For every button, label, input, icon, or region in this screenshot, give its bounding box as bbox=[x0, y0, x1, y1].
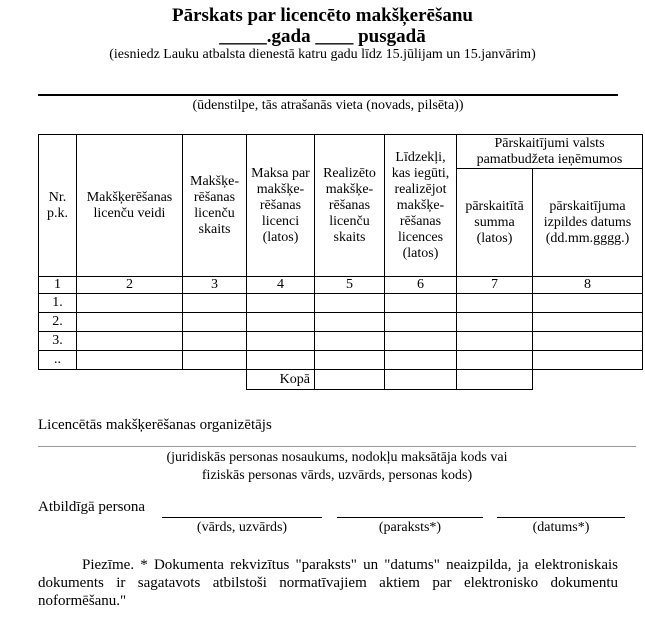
cell-revenue[interactable] bbox=[385, 294, 457, 313]
row-number: .. bbox=[39, 351, 77, 370]
date-caption: (datums*) bbox=[532, 520, 590, 535]
footnote: Piezīme. * Dokumenta rekvizītus "paraksts" un "datums" neaizpilda, ja elektroniskais dokuments ir sagatavots atbilstoši normatīvajiem aktiem par elektronisko dokumentu noformēšanu." bbox=[38, 557, 618, 609]
cell-licence-type[interactable] bbox=[77, 294, 183, 313]
colnum-7: 7 bbox=[457, 277, 533, 294]
total-label: Kopā bbox=[247, 370, 315, 390]
organizer-line[interactable] bbox=[38, 446, 636, 447]
responsible-label: Atbildīgā persona bbox=[38, 499, 146, 515]
cell-sold[interactable] bbox=[315, 313, 385, 332]
name-caption: (vārds, uzvārds) bbox=[196, 520, 288, 535]
year-text: .gada bbox=[266, 26, 316, 47]
cell-revenue[interactable] bbox=[385, 313, 457, 332]
cell-price[interactable] bbox=[247, 332, 315, 351]
cell-price[interactable] bbox=[247, 294, 315, 313]
name-line[interactable] bbox=[162, 517, 322, 518]
cell-transfer-date[interactable] bbox=[533, 294, 643, 313]
half-blank: ____ bbox=[315, 26, 354, 47]
cell-transfer-sum[interactable] bbox=[457, 351, 533, 370]
cell-licence-count[interactable] bbox=[183, 313, 247, 332]
colnum-1: 1 bbox=[39, 277, 77, 294]
header-licence-price: Maksa par makšķe-rēšanas licenci (latos) bbox=[247, 135, 315, 277]
colnum-3: 3 bbox=[183, 277, 247, 294]
cell-transfer-sum[interactable] bbox=[457, 332, 533, 351]
cell-transfer-sum[interactable] bbox=[457, 313, 533, 332]
cell-licence-count[interactable] bbox=[183, 294, 247, 313]
licence-table bbox=[38, 134, 643, 390]
header-nr: Nr. p.k. bbox=[39, 135, 77, 277]
report-subtitle bbox=[0, 27, 645, 47]
table-row bbox=[39, 294, 643, 313]
row-number: 1. bbox=[39, 294, 77, 313]
year-blank: _____ bbox=[219, 26, 267, 47]
water-body-caption: (ūdenstilpe, tās atrašanās vieta (novads, pilsēta)) bbox=[192, 98, 464, 113]
cell-licence-type[interactable] bbox=[77, 313, 183, 332]
header-revenue: Līdzekļi, kas iegūti, realizējot makšķe-rēšanas licences (latos) bbox=[385, 135, 457, 277]
total-row bbox=[39, 370, 643, 390]
cell-licence-count[interactable] bbox=[183, 332, 247, 351]
report-title: Pārskats par licencēto makšķerēšanu bbox=[172, 5, 473, 26]
total-row-end bbox=[533, 370, 643, 390]
cell-transfer-date[interactable] bbox=[533, 351, 643, 370]
colnum-6: 6 bbox=[385, 277, 457, 294]
table-row bbox=[39, 332, 643, 351]
date-line[interactable] bbox=[497, 517, 625, 518]
organizer-label: Licencētās makšķerēšanas organizētājs bbox=[38, 417, 272, 433]
cell-sold[interactable] bbox=[315, 332, 385, 351]
organizer-caption-line1: (juridiskās personas nosaukums, nodokļu maksātāja kods vai bbox=[166, 450, 508, 465]
cell-revenue[interactable] bbox=[385, 351, 457, 370]
header-transfer-date: pārskaitījuma izpildes datums (dd.mm.gggg.) bbox=[533, 169, 643, 277]
header-transfers-group: Pārskaitījumi valsts pamatbudžeta ieņēmumos bbox=[457, 135, 643, 169]
total-sold[interactable] bbox=[315, 370, 385, 390]
cell-sold[interactable] bbox=[315, 294, 385, 313]
header-transfer-sum: pārskaitītā summa (latos) bbox=[457, 169, 533, 277]
water-body-line bbox=[38, 94, 618, 96]
cell-price[interactable] bbox=[247, 313, 315, 332]
colnum-4: 4 bbox=[247, 277, 315, 294]
table-row bbox=[39, 313, 643, 332]
cell-licence-type[interactable] bbox=[77, 351, 183, 370]
row-number: 3. bbox=[39, 332, 77, 351]
cell-transfer-date[interactable] bbox=[533, 332, 643, 351]
cell-licence-type[interactable] bbox=[77, 332, 183, 351]
cell-sold[interactable] bbox=[315, 351, 385, 370]
total-row-blank bbox=[39, 370, 247, 390]
row-number: 2. bbox=[39, 313, 77, 332]
header-licence-types: Makšķerēšanas licenču veidi bbox=[77, 135, 183, 277]
header-licence-count: Makšķe-rēšanas licenču skaits bbox=[183, 135, 247, 277]
half-text: pusgadā bbox=[353, 26, 426, 47]
organizer-caption bbox=[38, 449, 636, 485]
cell-revenue[interactable] bbox=[385, 332, 457, 351]
header-sold-count: Realizēto makšķe-rēšanas licenču skaits bbox=[315, 135, 385, 277]
submission-note: (iesniedz Lauku atbalsta dienestā katru gadu līdz 15.jūlijam un 15.janvārim) bbox=[109, 47, 536, 62]
total-transfer-sum[interactable] bbox=[457, 370, 533, 390]
cell-price[interactable] bbox=[247, 351, 315, 370]
table-row bbox=[39, 351, 643, 370]
cell-transfer-date[interactable] bbox=[533, 313, 643, 332]
cell-transfer-sum[interactable] bbox=[457, 294, 533, 313]
signature-caption: (paraksts*) bbox=[378, 520, 442, 535]
colnum-2: 2 bbox=[77, 277, 183, 294]
signature-line[interactable] bbox=[337, 517, 483, 518]
total-revenue[interactable] bbox=[385, 370, 457, 390]
colnum-8: 8 bbox=[533, 277, 643, 294]
colnum-5: 5 bbox=[315, 277, 385, 294]
organizer-caption-line2: fiziskās personas vārds, uzvārds, personas kods) bbox=[201, 468, 473, 483]
cell-licence-count[interactable] bbox=[183, 351, 247, 370]
